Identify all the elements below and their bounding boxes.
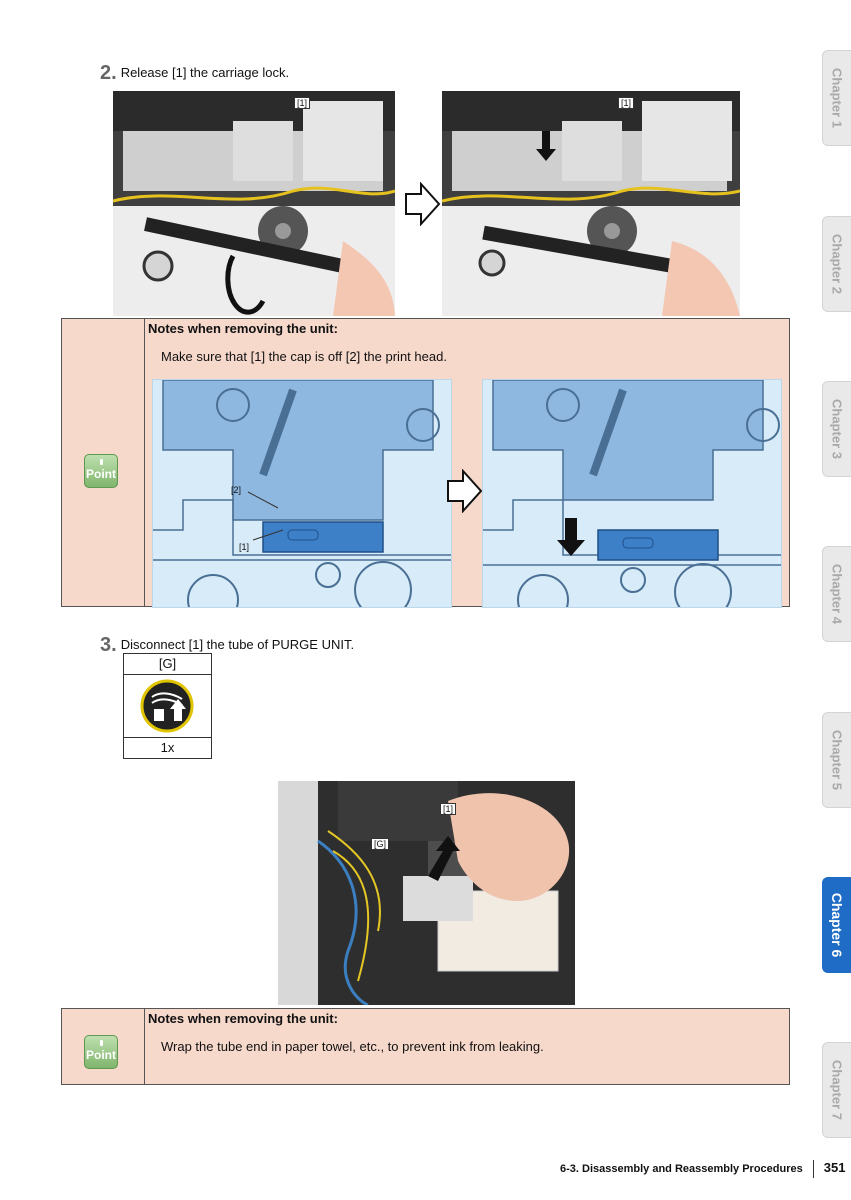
- purge-unit-tube-photo: [278, 781, 575, 1005]
- carriage-lock-photo-before: [113, 91, 395, 316]
- chapter-tab-4[interactable]: [822, 546, 851, 642]
- page-footer: [560, 1160, 845, 1178]
- footer-section: 6-3. Disassembly and Reassembly Procedures: [560, 1163, 803, 1175]
- callout-label: [1]: [294, 97, 310, 109]
- callout-label: [1]: [618, 97, 634, 109]
- note-side-cell: [62, 1009, 145, 1084]
- connector-cell: [124, 675, 211, 737]
- chapter-tab-3[interactable]: [822, 381, 851, 477]
- footer-divider: [813, 1160, 814, 1178]
- chapter-tab-label: Chapter 5: [829, 730, 845, 790]
- note-title: Notes when removing the unit:: [148, 321, 338, 336]
- diagram-label: [2]: [231, 485, 242, 495]
- note-body: Make sure that [1] the cap is off [2] the print head.: [161, 349, 447, 364]
- chapter-tab-2[interactable]: [822, 216, 851, 312]
- chapter-tab-label: Chapter 6: [829, 892, 845, 958]
- chapter-tab-6[interactable]: [822, 877, 851, 973]
- connector-table: [123, 653, 212, 759]
- diagram-label: [1]: [239, 542, 250, 552]
- photo-label-1: [1]: [440, 803, 456, 815]
- arrow-right-icon: [405, 182, 441, 226]
- cap-diagram-after: [482, 379, 782, 608]
- chapter-tab-label: Chapter 7: [829, 1060, 845, 1120]
- chapter-tab-label: Chapter 1: [829, 68, 845, 128]
- point-note-2: [61, 1008, 790, 1085]
- note-title: Notes when removing the unit:: [148, 1011, 338, 1026]
- disconnect-connector-icon: [138, 679, 196, 733]
- connector-count: 1x: [124, 737, 211, 758]
- page-number: 351: [823, 1160, 846, 1175]
- step-number: 3.: [100, 634, 117, 656]
- connector-header: [G]: [124, 654, 211, 675]
- photo-label-g: [G]: [371, 838, 389, 850]
- step-2-instruction: [100, 62, 289, 85]
- chapter-tab-7[interactable]: [822, 1042, 851, 1138]
- note-body: Wrap the tube end in paper towel, etc., to prevent ink from leaking.: [161, 1039, 544, 1054]
- step-text: Disconnect [1] the tube of PURGE UNIT.: [120, 637, 355, 652]
- point-badge-icon: Point: [84, 454, 118, 488]
- chapter-tab-5[interactable]: [822, 712, 851, 808]
- chapter-tab-label: Chapter 4: [829, 564, 845, 624]
- note-side-cell: [62, 319, 145, 606]
- chapter-tab-label: Chapter 3: [829, 399, 845, 459]
- carriage-lock-photo-after: [442, 91, 740, 316]
- chapter-tab-label: Chapter 2: [829, 234, 845, 294]
- step-text: Release [1] the carriage lock.: [120, 65, 290, 80]
- cap-diagram-before: [152, 379, 452, 608]
- step-number: 2.: [100, 62, 117, 84]
- point-badge-icon: Point: [84, 1035, 118, 1069]
- arrow-right-icon: [447, 469, 483, 513]
- chapter-tab-1[interactable]: [822, 50, 851, 146]
- point-note-1: [61, 318, 790, 607]
